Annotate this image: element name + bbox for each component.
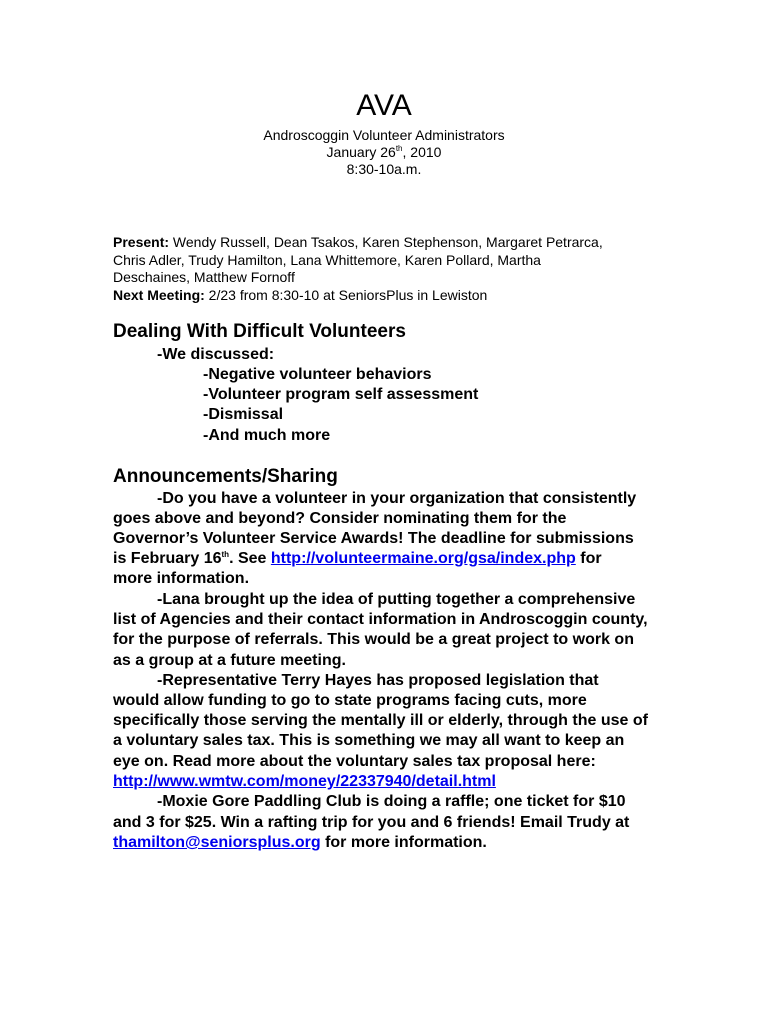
ann3-line-2: would allow funding to go to state programs facing cuts, more xyxy=(113,692,587,709)
heading-dealing: Dealing With Difficult Volunteers xyxy=(113,321,406,342)
ann1-line-5: more information. xyxy=(113,570,250,587)
email-link[interactable]: thamilton@seniorsplus.org xyxy=(113,834,321,851)
ann1-text-post: for xyxy=(575,550,602,567)
ann4-line-3 xyxy=(113,833,487,853)
present-line-1 xyxy=(113,234,673,252)
ann1-line-2: goes above and beyond? Consider nominating them for the xyxy=(113,510,567,527)
ann1-line-1: -Do you have a volunteer in your organization that consistently xyxy=(157,490,637,507)
ann2-line-4: as a group at a future meeting. xyxy=(113,652,346,669)
ann4-line-2: and 3 for $25. Win a rafting trip for you and 6 friends! Email Trudy at xyxy=(113,814,630,831)
meeting-time: 8:30-10a.m. xyxy=(346,161,422,177)
wmtw-link[interactable]: http://www.wmtw.com/money/22337940/detail.html xyxy=(113,773,496,790)
ann3-line-1: -Representative Terry Hayes has proposed legislation that xyxy=(157,672,599,689)
ann3-line-4: a voluntary sales tax. This is something we may all want to keep an xyxy=(113,732,625,749)
ann1-text-mid: . See xyxy=(229,550,271,567)
present-names-1: Wendy Russell, Dean Tsakos, Karen Stephenson, Margaret Petrarca, xyxy=(169,234,603,250)
present-line-3: Deschaines, Matthew Fornoff xyxy=(113,269,295,285)
ann3-line-6 xyxy=(113,772,496,792)
ann1-line-4 xyxy=(113,549,602,569)
ann4-text-post: for more information. xyxy=(320,834,487,851)
date-year: , 2010 xyxy=(402,144,442,160)
date-prefix: January 26 xyxy=(326,144,396,160)
ann2-line-3: for the purpose of referrals. This would be a great project to work on xyxy=(113,631,634,648)
ann2-line-1: -Lana brought up the idea of putting together a comprehensive xyxy=(157,591,636,608)
organization-name: Androscoggin Volunteer Administrators xyxy=(263,127,505,143)
meeting-date xyxy=(0,143,768,161)
date-ordinal: th xyxy=(395,144,403,153)
dealing-item-2: -Volunteer program self assessment xyxy=(203,386,479,403)
ann1-text-pre: is February 16 xyxy=(113,550,222,567)
next-meeting-label: Next Meeting: xyxy=(113,287,205,303)
ann1-ordinal: th xyxy=(221,550,230,559)
ann3-line-3: specifically those serving the mentally ill or elderly, through the use of xyxy=(113,712,648,729)
ann3-line-5: eye on. Read more about the voluntary sales tax proposal here: xyxy=(113,753,596,770)
next-meeting xyxy=(113,287,673,305)
dealing-item-1: -Negative volunteer behaviors xyxy=(203,366,432,383)
dealing-item-4: -And much more xyxy=(203,427,331,444)
gsa-link[interactable]: http://volunteermaine.org/gsa/index.php xyxy=(270,550,576,567)
heading-announcements: Announcements/Sharing xyxy=(113,466,338,487)
dealing-intro: -We discussed: xyxy=(157,346,275,363)
present-label: Present: xyxy=(113,234,170,250)
ann1-line-3: Governor’s Volunteer Service Awards! The deadline for submissions xyxy=(113,530,634,547)
document-title: AVA xyxy=(356,89,412,122)
present-line-2: Chris Adler, Trudy Hamilton, Lana Whittemore, Karen Pollard, Martha xyxy=(113,251,541,268)
next-meeting-text: 2/23 from 8:30-10 at SeniorsPlus in Lewiston xyxy=(204,287,488,303)
ann2-line-2: list of Agencies and their contact information in Androscoggin county, xyxy=(113,611,648,628)
present-section xyxy=(113,234,673,287)
dealing-item-3: -Dismissal xyxy=(203,406,284,423)
ann4-line-1: -Moxie Gore Paddling Club is doing a raffle; one ticket for $10 xyxy=(157,793,626,810)
